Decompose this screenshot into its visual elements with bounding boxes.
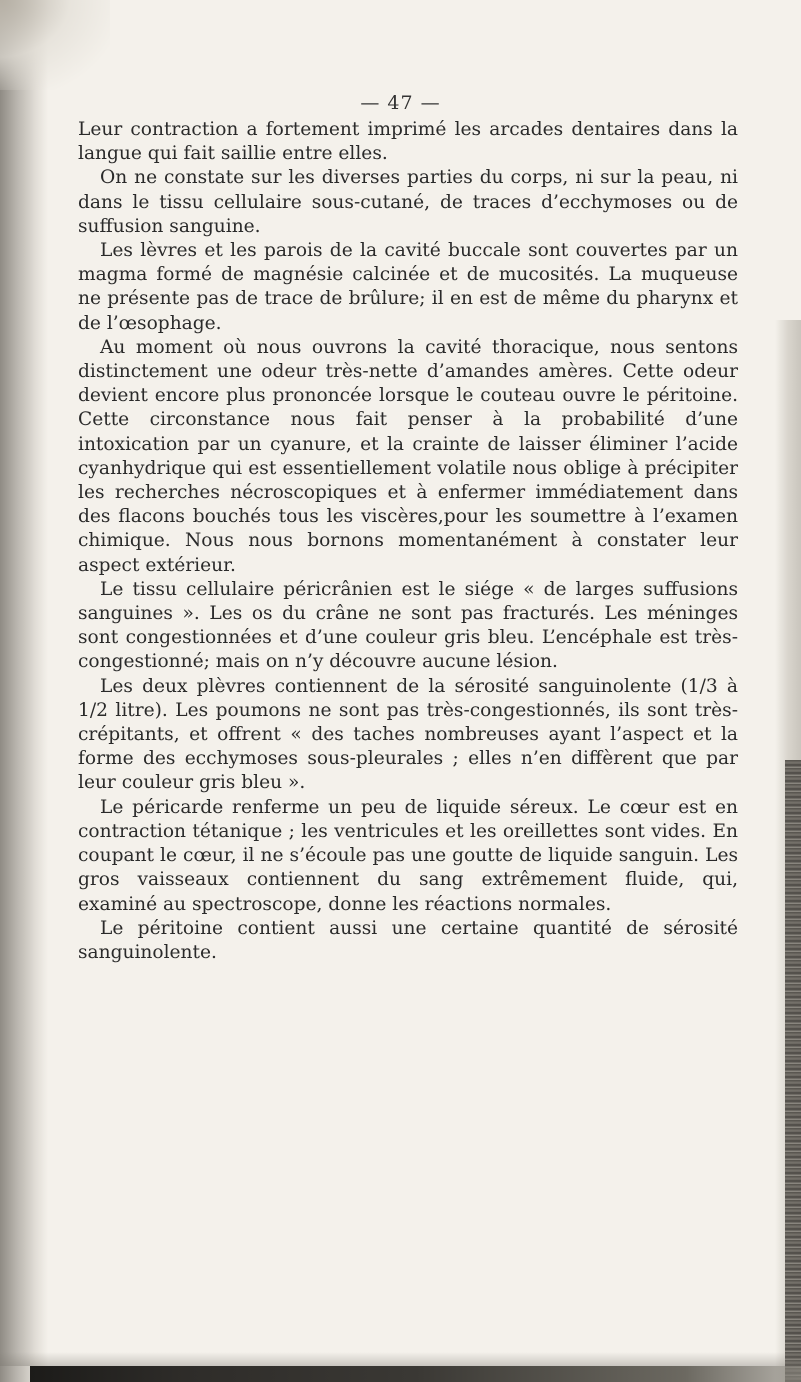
page-number: — 47 — bbox=[360, 92, 441, 114]
paragraph: Au moment où nous ouvrons la cavité thoracique, nous sentons distinctement une odeur très-nette d’amandes amères. Cette odeur devient encore plus prononcée lorsque le couteau ouvre le péritoine. Cette circonstance nous fait penser à la probabilité d’une intoxication par un cyanure, et la crainte de laisser éliminer l’acide cyanhydrique qui est essentiellement volatile nous oblige à précipiter les recherches nécroscopiques et à enfermer immédiatement dans des flacons bouchés tous les viscères,pour les soumettre à l’examen chimique. Nous nous bornons momentanément à constater leur aspect extérieur. bbox=[78, 336, 738, 576]
page-stain-top-left bbox=[0, 0, 110, 90]
paragraph: On ne constate sur les diverses parties du corps, ni sur la peau, ni dans le tissu cellulaire sous-cutané, de traces d’ecchymoses ou de suffusion sanguine. bbox=[78, 167, 738, 237]
paragraph: Leur contraction a fortement imprimé les arcades dentaires dans la langue qui fait saillie entre elles. bbox=[78, 119, 738, 165]
paragraph: Les lèvres et les parois de la cavité buccale sont couvertes par un magma formé de magnésie calcinée et de mucosités. La muqueuse ne présente pas de trace de brûlure; il en est de même du pharynx et de l’œsophage. bbox=[78, 240, 738, 334]
paragraph: Le tissu cellulaire péricrânien est le siége « de larges suffusions sanguines ». Les os du crâne ne sont pas fracturés. Les méninges sont congestionnées et d’une couleur gris bleu. L’encéphale est très-congestionné; mais on n’y découvre aucune lésion. bbox=[78, 578, 738, 673]
paragraph: Le péritoine contient aussi une certaine quantité de sérosité sanguinolente. bbox=[78, 917, 738, 963]
paragraph: Les deux plèvres contiennent de la sérosité sanguinolente (1/3 à 1/2 litre). Les poumons ne sont pas très-congestionnés, ils sont très-crépitants, et offrent « des taches nombreuses ayant l’aspect et la forme des ecchymoses sous-pleurales ; elles n’en diffèrent que par leur couleur gris bleu ». bbox=[78, 675, 738, 794]
page-shadow-left bbox=[0, 0, 48, 1382]
book-edge-bottom bbox=[30, 1366, 801, 1382]
paragraph: Le péricarde renferme un peu de liquide séreux. Le cœur est en contraction tétanique ; les ventricules et les oreillettes sont vides. En coupant le cœur, il ne s’écoule pas une goutte de liquide sanguin. Les gros vaisseaux contiennent du sang extrêmement fluide, qui, examiné au spectroscope, donne les réactions normales. bbox=[78, 796, 738, 915]
book-binding-right bbox=[785, 760, 801, 1382]
page-shadow-bottom bbox=[0, 1352, 801, 1366]
body-text bbox=[78, 118, 738, 965]
